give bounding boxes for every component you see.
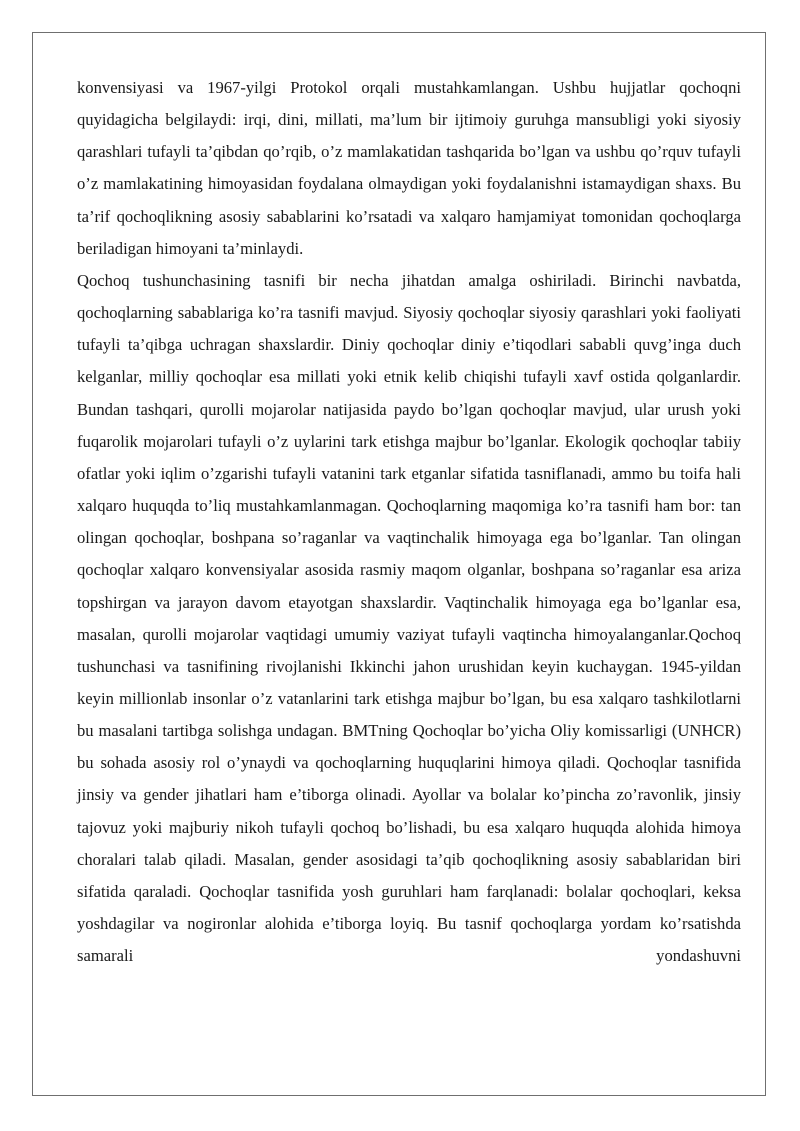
- document-body: [77, 72, 741, 972]
- paragraph-1: konvensiyasi va 1967-yilgi Protokol orqali mustahkamlangan. Ushbu hujjatlar qochoqni quyidagicha belgilaydi: irqi, dini, millati, ma’lum bir ijtimoiy guruhga mansubligi yoki siyosiy qarashlari tufayli ta’qibdan qo’rqib, o’z mamlakatidan tashqarida bo’lgan va ushbu qo’rquv tufayli o’z mamlakatining himoyasidan foydalana olmaydigan yoki foydalanishni istamaydigan shaxs. Bu ta’rif qochoqlikning asosiy sabablarini ko’rsatadi va xalqaro hamjamiyat tomonidan qochoqlarga beriladigan himoyani ta’minlaydi.: [77, 78, 741, 258]
- paragraph-2: Qochoq tushunchasining tasnifi bir necha jihatdan amalga oshiriladi. Birinchi navbatda, qochoqlarning sabablariga ko’ra tasnifi mavjud. Siyosiy qochoqlar siyosiy qarashlari yoki faoliyati tufayli ta’qibga uchragan shaxslardir. Diniy qochoqlar diniy e’tiqodlari sababli quvg’inga duch kelganlar, milliy qochoqlar esa millati yoki etnik kelib chiqishi tufayli xavf ostida qolganlardir. Bundan tashqari, qurolli mojarolar natijasida paydo bo’lgan qochoqlar mavjud, ular urush yoki fuqarolik mojarolari tufayli o’z uylarini tark etishga majbur bo’lganlar. Ekologik qochoqlar tabiiy ofatlar yoki iqlim o’zgarishi tufayli vatanini tark etganlar sifatida tasniflanadi, ammo bu toifa hali xalqaro huquqda to’liq mustahkamlanmagan. Qochoqlarning maqomiga ko’ra tasnifi ham bor: tan olingan qochoqlar, boshpana so’raganlar va vaqtinchalik himoyaga ega bo’lganlar. Tan olingan qochoqlar xalqaro konvensiyalar asosida rasmiy maqom olganlar, boshpana so’raganlar esa ariza topshirgan va jarayon davom etayotgan shaxslardir. Vaqtinchalik himoyaga ega bo’lganlar esa, masalan, qurolli mojarolar vaqtidagi umumiy vaziyat tufayli vaqtincha himoyalanganlar.Qochoq tushunchasi va tasnifining rivojlanishi Ikkinchi jahon urushidan keyin kuchaygan. 1945-yildan keyin millionlab insonlar o’z vatanlarini tark etishga majbur bo’lgan, bu esa xalqaro tashkilotlarni bu masalani tartibga solishga undagan. BMTning Qochoqlar bo’yicha Oliy komissarligi (UNHCR) bu sohada asosiy rol o’ynaydi va qochoqlarning huquqlarini himoya qiladi. Qochoqlar tasnifida jinsiy va gender jihatlari ham e’tiborga olinadi. Ayollar va bolalar ko’pincha zo’ravonlik, jinsiy tajovuz yoki majburiy nikoh tufayli qochoq bo’lishadi, bu esa xalqaro huquqda alohida himoya choralari talab qiladi. Masalan, gender asosidagi ta’qib qochoqlikning asosiy sabablaridan biri sifatida qaraladi. Qochoqlar tasnifida yosh guruhlari ham farqlanadi: bolalar qochoqlari, keksa yoshdagilar va nogironlar alohida e’tiborga loyiq. Bu tasnif qochoqlarga yordam ko’rsatishda samarali yondashuvni: [77, 270, 741, 966]
